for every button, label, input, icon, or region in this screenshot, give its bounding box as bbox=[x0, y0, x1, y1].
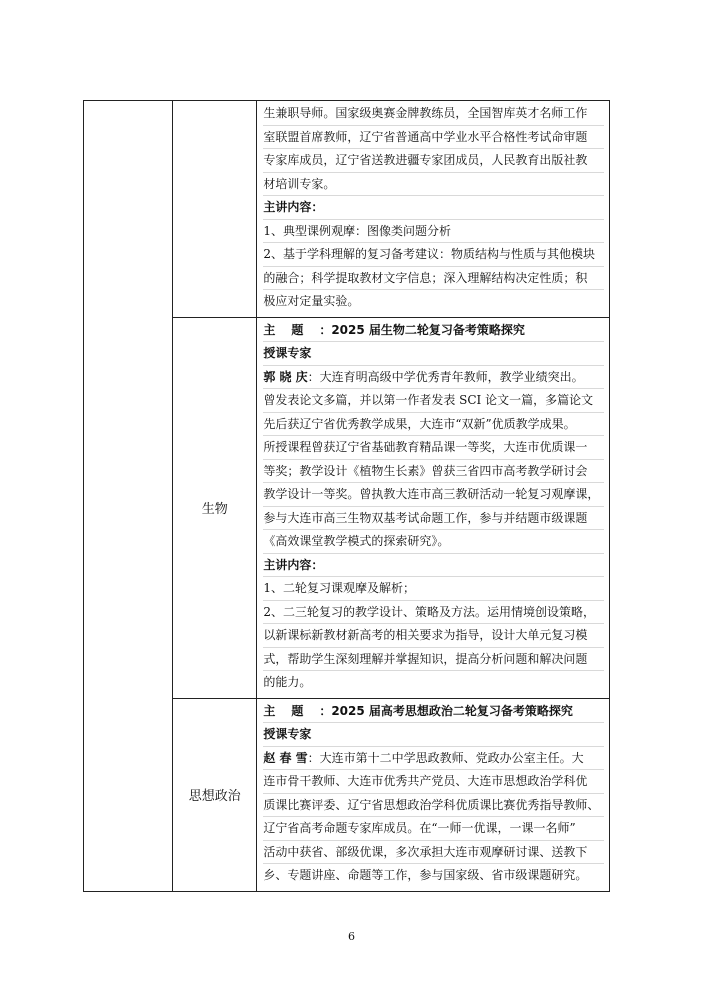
bio-line: 质课比赛评委、辽宁省思想政治学科优质课比赛优秀指导教师、 bbox=[263, 794, 604, 818]
bio-text: ：大连育明高级中学优秀青年教师，教学业绩突出。 bbox=[307, 369, 584, 384]
bio-line bbox=[263, 747, 604, 771]
content-line: 2、二三轮复习的教学设计、策略及方法。运用情境创设策略， bbox=[263, 601, 604, 625]
content-line: 的能力。 bbox=[263, 675, 312, 689]
bio-line: 连市骨干教师、大连市优秀共产党员、大连市思想政治学科优 bbox=[263, 770, 604, 794]
content-cell bbox=[257, 317, 610, 698]
content-heading: 主讲内容： bbox=[263, 554, 604, 578]
subject-cell: 生物 bbox=[173, 317, 257, 698]
topic-line bbox=[263, 319, 604, 343]
bio-line: 室联盟首席教师，辽宁省普通高中学业水平合格性考试命审题 bbox=[263, 126, 604, 150]
bio-line: 《高效课堂教学模式的探索研究》。 bbox=[263, 530, 604, 554]
expert-heading: 授课专家 bbox=[263, 342, 604, 366]
content-line: 1、二轮复习课观摩及解析； bbox=[263, 577, 604, 601]
bio-line: 等奖；教学设计《植物生长素》曾获三省四市高考教学研讨会 bbox=[263, 460, 604, 484]
content-line: 2、基于学科理解的复习备考建议：物质结构与性质与其他模块 bbox=[263, 243, 604, 267]
bio-line: 活动中获省、部级优课，多次承担大连市观摩研讨课、送教下 bbox=[263, 841, 604, 865]
bio-line: 乡、专题讲座、命题等工作，参与国家级、省市级课题研究。 bbox=[263, 868, 588, 882]
topic-line bbox=[263, 700, 604, 724]
content-line: 的融合；科学提取教材文字信息；深入理解结构决定性质；积 bbox=[263, 267, 604, 291]
expert-heading: 授课专家 bbox=[263, 723, 604, 747]
bio-line: 先后获辽宁省优秀教学成果，大连市“双新”优质教学成果。 bbox=[263, 413, 604, 437]
subject-cell bbox=[173, 101, 257, 318]
bio-line: 专家库成员，辽宁省送教进疆专家团成员，人民教育出版社教 bbox=[263, 149, 604, 173]
bio-line: 教学设计一等奖。曾执教大连市高三教研活动一轮复习观摩课， bbox=[263, 483, 604, 507]
bio-line: 材培训专家。 bbox=[263, 173, 604, 197]
topic-label: 主题 bbox=[263, 322, 320, 337]
topic-text: ：2025 届生物二轮复习备考策略探究 bbox=[319, 322, 525, 337]
content-cell bbox=[257, 698, 610, 891]
content-line: 极应对定量实验。 bbox=[263, 294, 360, 308]
topic-text: ：2025 届高考思想政治二轮复习备考策略探究 bbox=[319, 703, 573, 718]
bio-line: 曾发表论文多篇，并以第一作者发表 SCI 论文一篇，多篇论文 bbox=[263, 389, 604, 413]
bio-line bbox=[263, 366, 604, 390]
group-cell bbox=[84, 101, 173, 892]
topic-label: 主题 bbox=[263, 703, 320, 718]
bio-text: ：大连市第十二中学思政教师、党政办公室主任。大 bbox=[307, 750, 584, 765]
expert-name: 赵 春 雪 bbox=[263, 750, 308, 765]
content-line: 1、典型课例观摩：图像类问题分析 bbox=[263, 220, 604, 244]
bio-line: 辽宁省高考命题专家库成员。在“一师一优课，一课一名师” bbox=[263, 817, 604, 841]
subject-cell: 思想政治 bbox=[173, 698, 257, 891]
content-line: 以新课标新教材新高考的相关要求为指导，设计大单元复习模 bbox=[263, 624, 604, 648]
page-number: 6 bbox=[348, 930, 355, 943]
bio-line: 生兼职导师。国家级奥赛金牌教练员，全国智库英才名师工作 bbox=[263, 102, 604, 126]
bio-line: 参与大连市高三生物双基考试命题工作，参与并结题市级课题 bbox=[263, 507, 604, 531]
expert-name: 郭 晓 庆 bbox=[263, 369, 308, 384]
content-cell bbox=[257, 101, 610, 318]
schedule-table bbox=[83, 100, 610, 892]
content-line: 式，帮助学生深刻理解并掌握知识，提高分析问题和解决问题 bbox=[263, 648, 604, 672]
bio-line: 所授课程曾获辽宁省基础教育精品课一等奖，大连市优质课一 bbox=[263, 436, 604, 460]
content-heading: 主讲内容： bbox=[263, 196, 604, 220]
table-row bbox=[84, 101, 610, 318]
